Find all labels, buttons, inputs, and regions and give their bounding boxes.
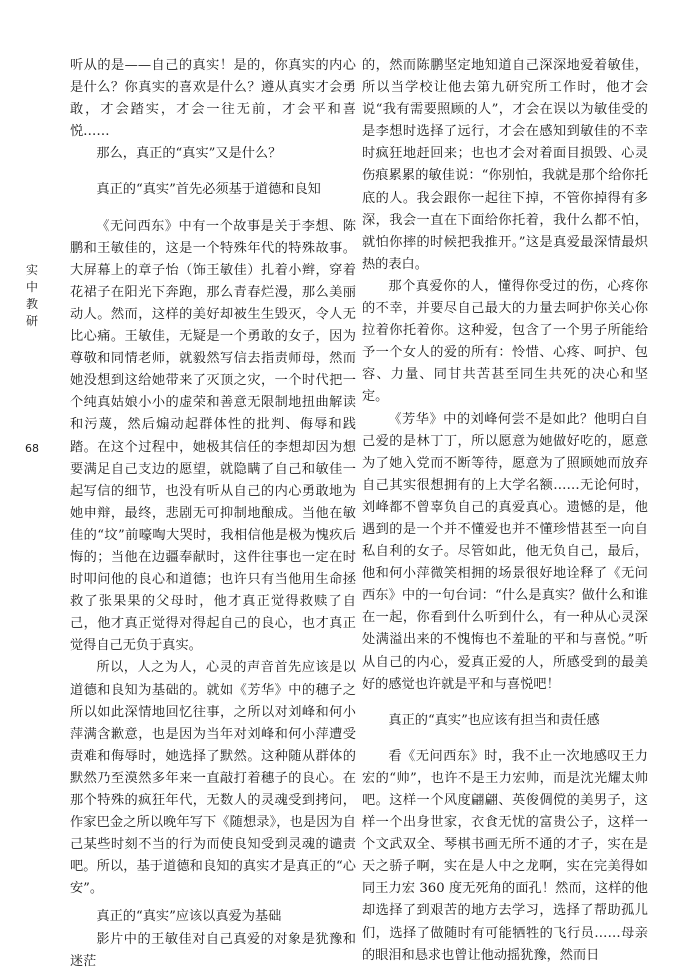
margin-label-char: 中 — [25, 280, 38, 294]
paragraph: 《无问西东》中有一个故事是关于李想、陈鹏和王敏佳的，这是一个特殊年代的特殊故事。大屏幕上的章子怡（饰王敏佳）扎着小辫，穿着花裙子在阳光下奔跑，那么青春烂漫，那么美丽动人。然而，这样的美好却被生生毁灭，令人无比心痛。王敏佳，无疑是一个勇敢的女子，因为尊敬和同情老师，就毅然写信去指责师母，然而她没想到这给她带来了灭顶之灾，一个时代把一个纯真姑娘小小的虚荣和善意无限制地扭曲解读和污蔑，然后煽动起群体性的批判、侮辱和践踏。在这个过程中，她极其信任的李想却因为想要满足自己支边的愿望，就隐瞒了自己和敏佳一起写信的细节，也没有听从自己的内心勇敢地为她申辩，最终，悲剧无可抑制地酿成。当他在敏佳的“坟”前嚎啕大哭时，我相信他是极为愧疚后悔的；当他在边疆奉献时，这件往事也一定在时时叩问他的良心和道德；也许只有当他用生命拯救了张果果的父母时，他才真正觉得救赎了自己，他才真正觉得对得起自己的良心，也才真正觉得自己无负于真实。 — [70, 218, 356, 654]
margin-label-char: 研 — [25, 314, 38, 328]
page-number: 68 — [25, 442, 39, 455]
section-heading: 真正的“真实”首先必须基于道德和良知 — [96, 182, 321, 198]
paragraph: 影片中的王敏佳对自己真爱的对象是犹豫和迷茫 — [70, 931, 356, 969]
margin-label-char: 教 — [25, 297, 38, 311]
paragraph: 的，然而陈鹏坚定地知道自己深深地爱着敏佳，所以当学校让他去第九研究所工作时，他才会说“我有需要照顾的人”，才会在误以为敏佳受的是李想时选择了远行，才会在感知到敏佳的不幸时疯狂地赶回来；也也才会对着面目损毁、心灵伤痕累累的敏佳说：“你别怕，我就是那个给你托底的人。我会跟你一起往下掉，不管你掉得有多深，我会一直在下面给你托着，我什么都不怕，就怕你摔的时候把我推开。”这是真爱最深情最炽热的表白。 — [362, 58, 648, 272]
paragraph: 所以，人之为人，心灵的声音首先应该是以道德和良知为基础的。就如《芳华》中的穗子之所以如此深情地回忆往事，之所以对刘峰和何小萍满含歉意，也是因为当年对刘峰和何小萍遭受责难和侮辱时，她选择了默然。这种随从群体的默然乃至漠然多年来一直敲打着穗子的良心。在那个特殊的疯狂年代，无数人的灵魂受到拷问，作家巴金之所以晚年写下《随想录》，也是因为自己某些时刻不当的行为而使良知受到灵魂的谴责吧。所以，基于道德和良知的真实才是真正的“心安”。 — [70, 660, 356, 897]
margin-section-label — [24, 262, 40, 330]
margin-label-char: 实 — [25, 263, 38, 277]
right-column — [362, 55, 648, 967]
section-heading: 真正的“真实”应该以真爱为基础 — [96, 909, 282, 925]
left-column — [70, 55, 356, 973]
section-heading: 真正的“真实”也应该有担当和责任感 — [388, 712, 600, 728]
paragraph: 《芳华》中的刘峰何尝不是如此？他明白自己爱的是林丁丁，所以愿意为她做好吃的，愿意为了她入党而不断等待，愿意为了照顾她而放弃自己其实很想拥有的上大学名额……无论何时，刘峰都不曾辜负自己的真爱真心。遗憾的是，他遇到的是一个并不懂爱也并不懂珍惜甚至一向自私自利的女子。尽管如此，他无负自己，最后，他和何小萍微笑相拥的场景很好地诠释了《无问西东》中的一句台词：“什么是真实？做什么和谁在一起，你看到什么听到什么，有一种从心灵深处满溢出来的不愧悔也不羞耻的平和与喜悦。”听从自己的内心，爱真正爱的人，所感受到的最美好的感觉也许就是平和与喜悦吧！ — [362, 411, 648, 692]
paragraph: 看《无问西东》时，我不止一次地感叹王力宏的“帅”，也许不是王力宏帅，而是沈光耀太帅吧。这样一个风度翩翩、英俊倜傥的美男子，这样一个出身世家，衣食无忧的富贵公子，这样一个文武双全、琴棋书画无所不通的才子，实在是天之骄子啊，实在是人中之龙啊，实在完美得如同王力宏 360 度无死角的面孔！然而，这样的他却选择了到艰苦的地方去学习，选择了帮助孤儿们，选择了做随时有可能牺牲的飞行员……母亲的眼泪和恳求也曾让他动摇犹豫，然而日 — [362, 748, 648, 963]
paragraph: 听从的是——自己的真实！是的，你真实的内心是什么？你真实的喜欢是什么？遵从真实才会勇敢，才会踏实，才会一往无前，才会平和喜悦…… — [70, 58, 356, 140]
paragraph: 那么，真正的“真实”又是什么？ — [96, 146, 282, 162]
paragraph: 那个真爱你的人，懂得你受过的伤，心疼你的不幸，并要尽自己最大的力量去呵护你关心你拉着你托着你。这种爱，包含了一个男子所能给予一个女人的爱的所有：怜惜、心疼、呵护、包容、力量、同甘共苦甚至同生共死的决心和坚定。 — [362, 278, 648, 405]
